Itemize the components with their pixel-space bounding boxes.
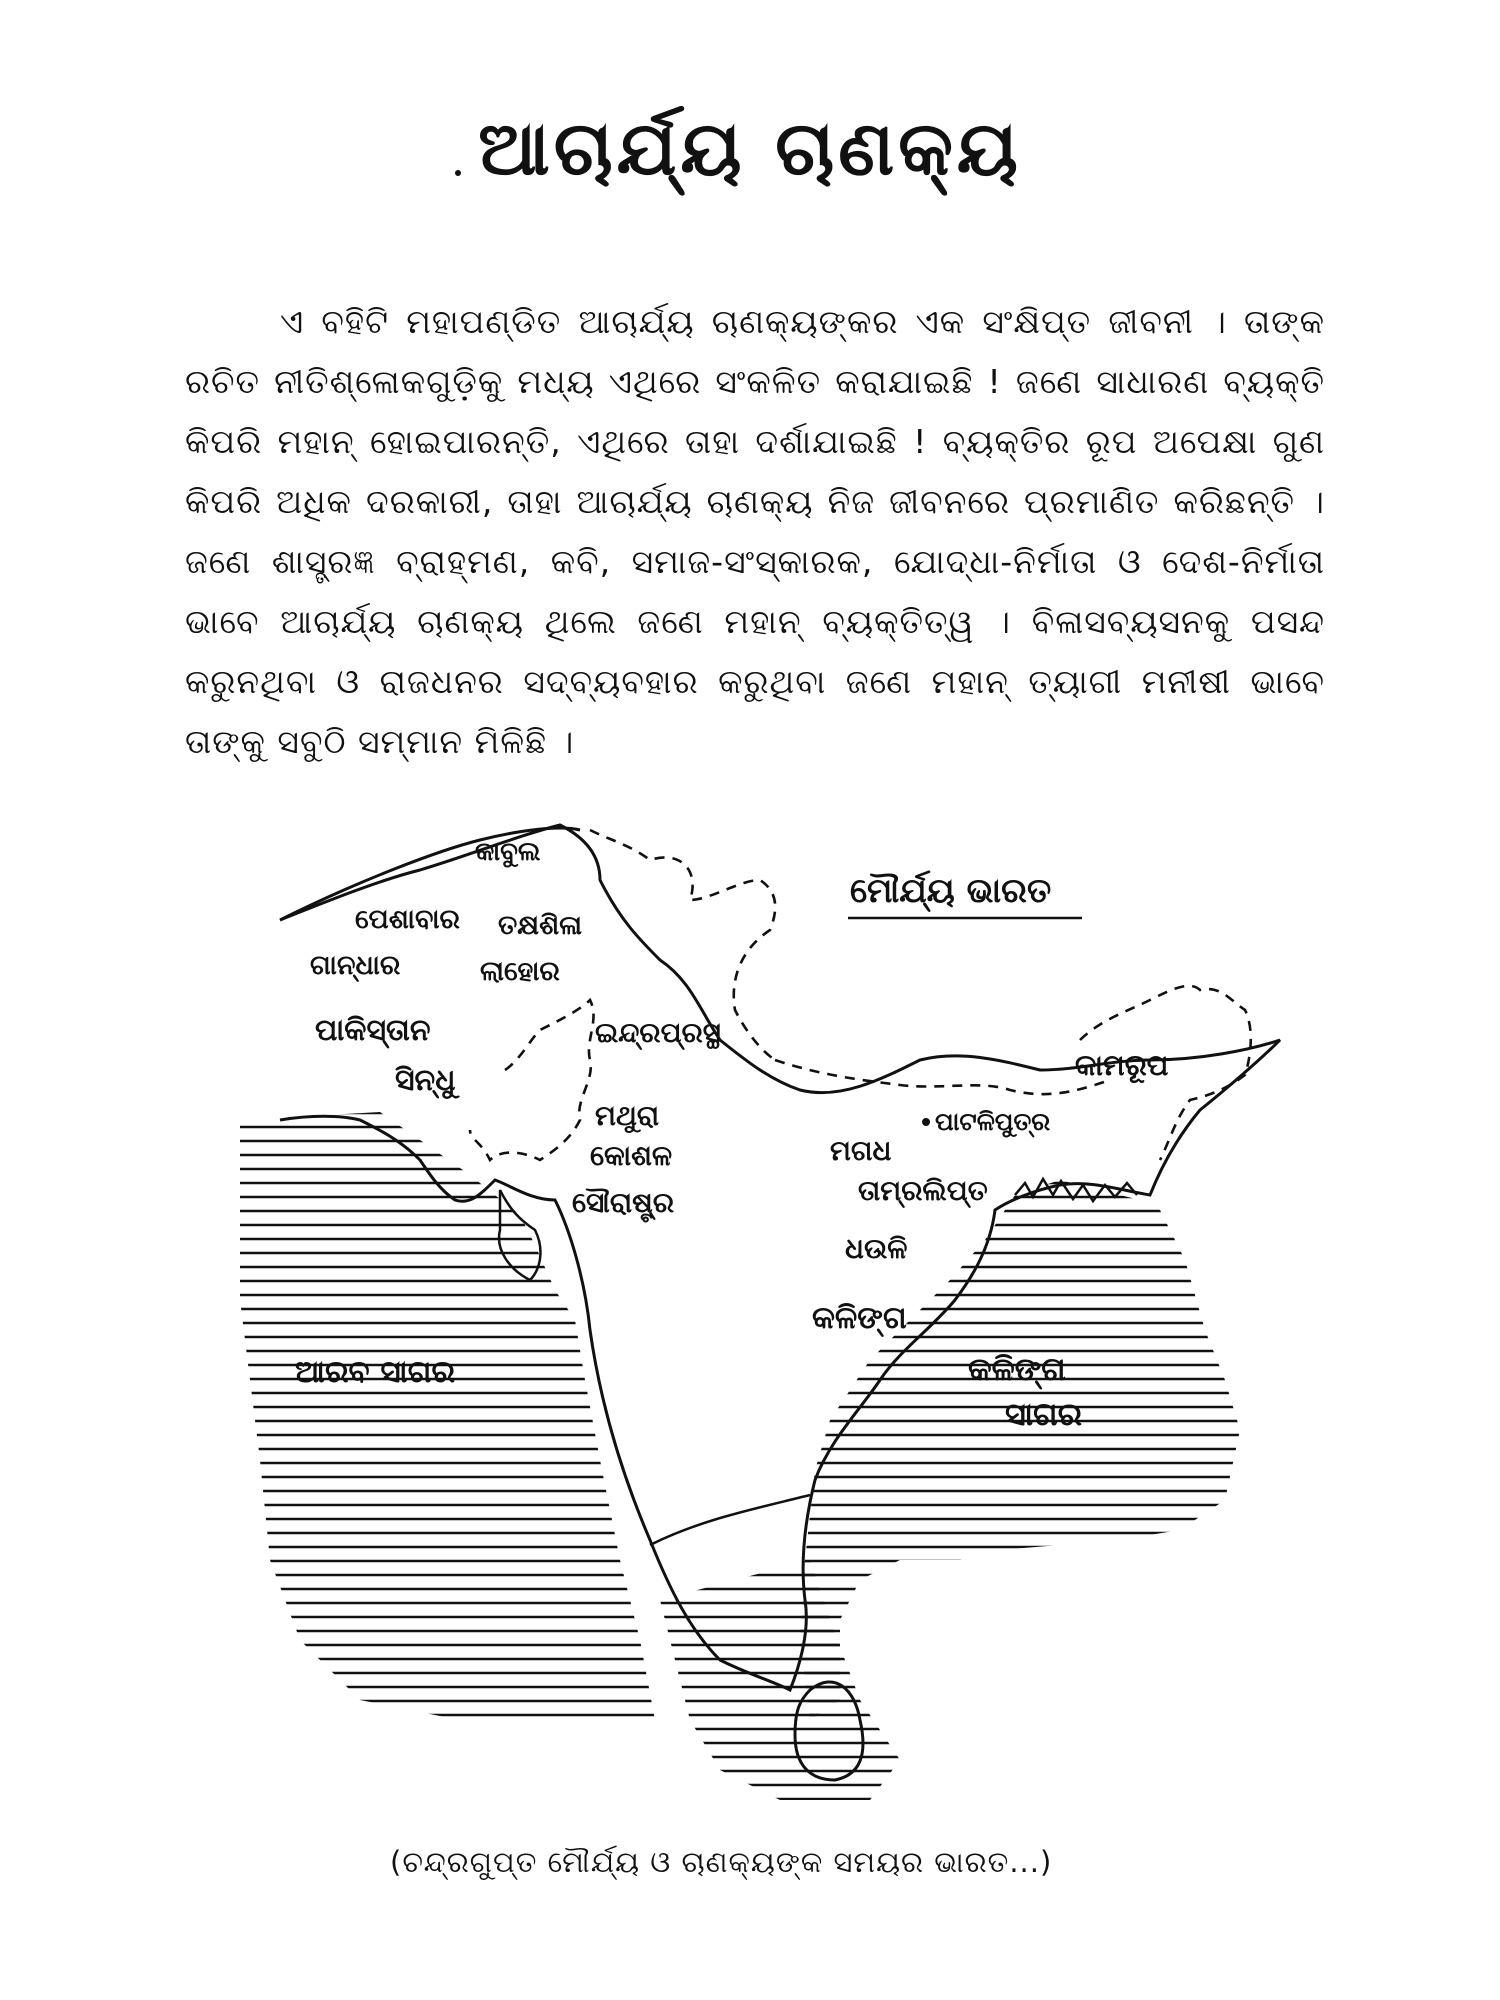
label-dhauli: ଧଉଳି xyxy=(845,1232,908,1265)
map-heading: ମୌର୍ଯ୍ୟ ଭାରତ xyxy=(850,871,1052,911)
label-kalinga: କଳିଙ୍ଗ xyxy=(812,1300,907,1336)
label-pataliputra: ପାଟଳିପୁତ୍ର xyxy=(935,1107,1051,1136)
label-sindhu: ସିନ୍ଧୁ xyxy=(395,1063,456,1098)
pataliputra-marker xyxy=(922,1118,930,1126)
south-sea-hatching xyxy=(650,1550,910,1810)
label-indraprastha: ଇନ୍ଦ୍ରପ୍ରସ୍ଥ xyxy=(595,1016,721,1049)
label-kamarupa: କାମରୂପ xyxy=(1075,1048,1169,1082)
label-saurashtra: ସୌରାଷ୍ଟ୍ର xyxy=(572,1186,675,1219)
label-kalinga-sea-line2: ସାଗର xyxy=(1005,1395,1082,1433)
label-gandhara: ଗାନ୍ଧାର xyxy=(310,950,401,981)
label-pakistan: ପାକିସ୍ତାନ xyxy=(315,1013,431,1048)
label-magadha: ମଗଧ xyxy=(830,1134,892,1167)
intro-paragraph: ଏ ବହିଟି ମହାପଣ୍ଡିତ ଆଚାର୍ଯ୍ୟ ଚାଣକ୍ୟଙ୍କର ଏକ ସଂକ୍ଷିପ୍ତ ଜୀବନୀ । ତାଙ୍କ ରଚିତ ନୀତିଶ୍ଳୋକଗୁଡ଼ିକୁ ମଧ୍ୟ ଏଥିରେ ସଂକଳିତ କରାଯାଇଛି ! ଜଣେ ସାଧାରଣ ବ୍ୟକ୍ତି କିପରି ମହାନ୍ ହୋଇପାରନ୍ତି, ଏଥିରେ ତାହା ଦର୍ଶାଯାଇଛି ! ବ୍ୟକ୍ତିର ରୂପ ଅପେକ୍ଷା ଗୁଣ କିପରି ଅଧିକ ଦରକାରୀ, ତାହା ଆଚାର୍ଯ୍ୟ ଚାଣକ୍ୟ ନିଜ ଜୀବନରେ ପ୍ରମାଣିତ କରିଛନ୍ତି । ଜଣେ ଶାସ୍ତ୍ରଜ୍ଞ ବ୍ରାହ୍ମଣ, କବି, ସମାଜ-ସଂସ୍କାରକ, ଯୋଦ୍ଧା-ନିର୍ମାତା ଓ ଦେଶ-ନିର୍ମାତା ଭାବେ ଆଚାର୍ଯ୍ୟ ଚାଣକ୍ୟ ଥିଲେ ଜଣେ ମହାନ୍ ବ୍ୟକ୍ତିତ୍ୱ । ବିଳାସବ୍ୟସନକୁ ପସନ୍ଦ କରୁନଥିବା ଓ ରାଜଧନର ସଦ୍‌ବ୍ୟବହାର କରୁଥିବା ଜଣେ ମହାନ୍ ତ୍ୟାଗୀ ମନୀଷୀ ଭାବେ ତାଙ୍କୁ ସବୁଠି ସମ୍ମାନ ମିଳିଛି । xyxy=(185,302,1325,761)
label-mathura: ମଥୁରା xyxy=(595,1099,660,1132)
southern-kingdoms-line xyxy=(650,1495,810,1545)
label-kabul: କାବୁଲ xyxy=(475,837,541,867)
label-kalinga-sea-line1: କଳିଙ୍ଗ xyxy=(968,1350,1066,1388)
label-lahore: ଲାହୋର xyxy=(480,956,560,987)
label-koshala: କୋଶଳ xyxy=(590,1139,673,1172)
label-takshashila: ତକ୍ଷଶିଳା xyxy=(498,910,583,941)
label-peshawar: ପେଶାବାର xyxy=(355,904,461,935)
map-caption: (ଚନ୍ଦ୍ରଗୁପ୍ତ ମୌର୍ଯ୍ୟ ଓ ଚାଣକ୍ୟଙ୍କ ସମୟର ଭାରତ...) xyxy=(390,1845,1053,1879)
page-title: ଆଚାର୍ଯ୍ୟ ଚାଣକ୍ୟ xyxy=(478,106,1022,192)
label-tamralipta: ତାମ୍ରଲିପ୍ତ xyxy=(858,1174,988,1207)
label-arabian-sea: ଆରବ ସାଗର xyxy=(295,1354,456,1390)
dashed-boundary-east xyxy=(775,1060,1110,1094)
dashed-boundary-indus xyxy=(470,1000,594,1160)
